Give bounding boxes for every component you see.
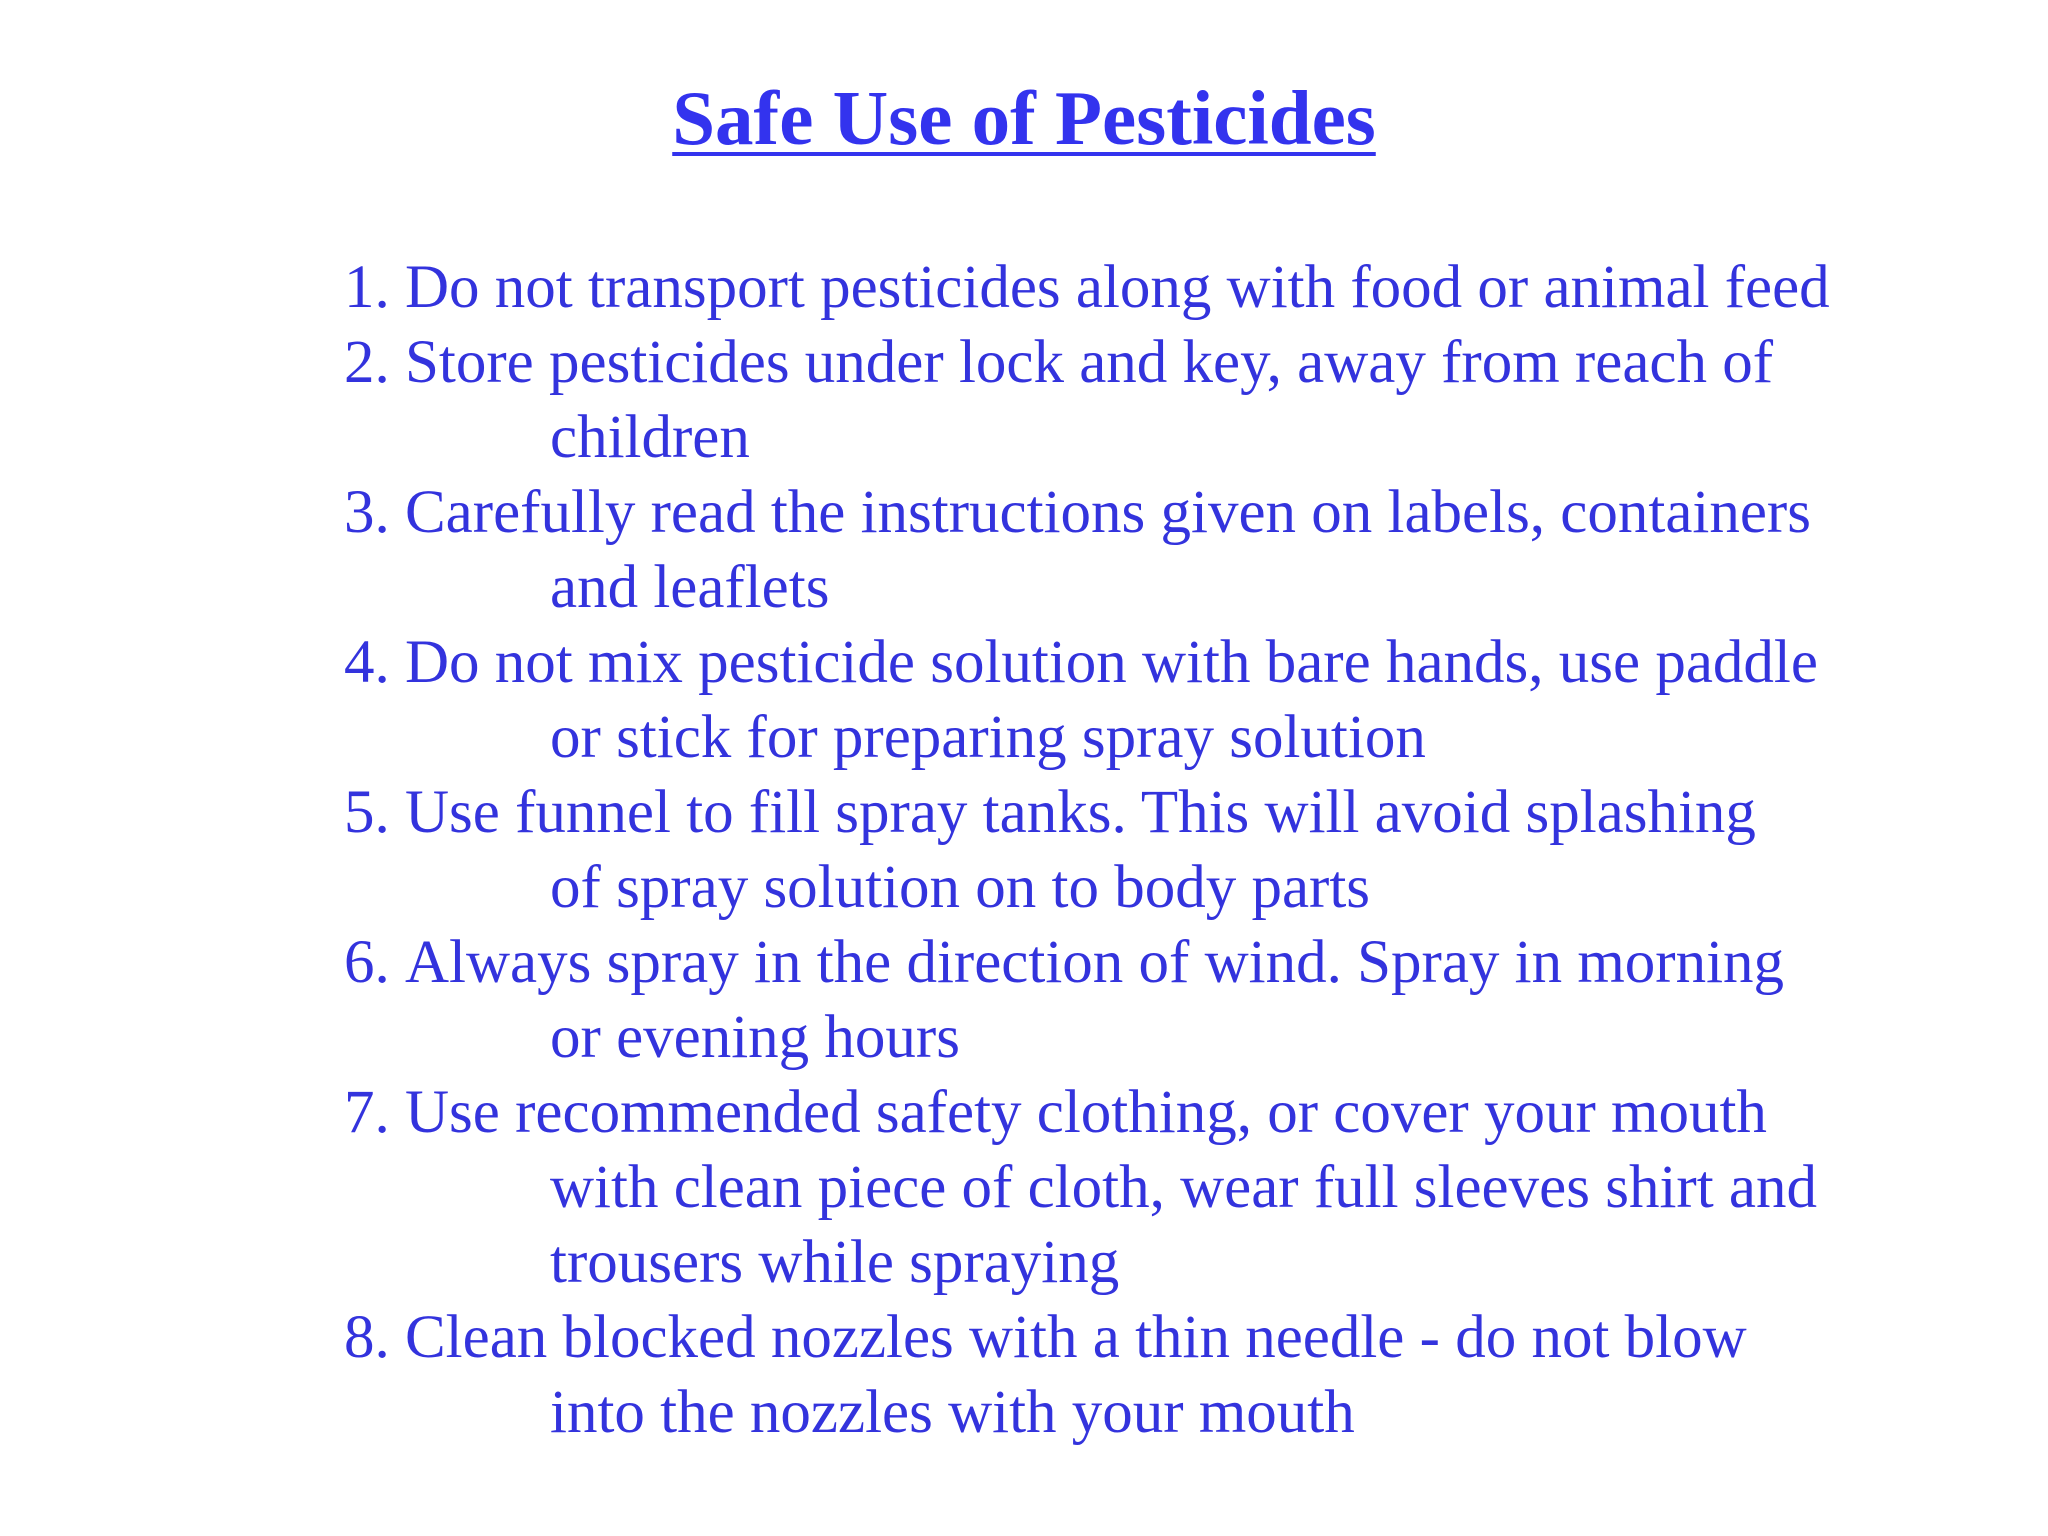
list-item-continuation: and leaflets <box>550 554 830 621</box>
list-item-number: 5. <box>344 779 405 846</box>
safety-list <box>344 250 1984 1450</box>
list-item-number: 8. <box>344 1304 405 1371</box>
list-item-text: Do not mix pesticide solution with bare hands, use paddle <box>405 629 1818 696</box>
list-item-text: Use recommended safety clothing, or cover your mouth <box>405 1079 1767 1146</box>
list-item-continuation: with clean piece of cloth, wear full sleeves shirt and <box>550 1154 1817 1221</box>
list-item-number: 7. <box>344 1079 405 1146</box>
list-item-first-line <box>344 1075 1984 1150</box>
list-item-number: 3. <box>344 479 405 546</box>
list-item <box>344 1300 1984 1450</box>
list-item-text: Do not transport pesticides along with food or animal feed <box>405 254 1830 321</box>
list-item <box>344 1075 1984 1300</box>
list-item-text: Use funnel to fill spray tanks. This will avoid splashing <box>405 779 1756 846</box>
list-item-continuation: trousers while spraying <box>550 1229 1120 1296</box>
list-item <box>344 775 1984 925</box>
list-item-first-line <box>344 1300 1984 1375</box>
list-item <box>344 325 1984 475</box>
list-item-first-line <box>344 325 1984 400</box>
list-item-text: Store pesticides under lock and key, away from reach of <box>405 329 1774 396</box>
list-item-number: 4. <box>344 629 405 696</box>
list-item <box>344 625 1984 775</box>
list-item <box>344 925 1984 1075</box>
list-item-continuation: of spray solution on to body parts <box>550 854 1371 921</box>
page-title-text: Safe Use of Pesticides <box>672 75 1376 161</box>
list-item-first-line <box>344 925 1984 1000</box>
list-item-number: 6. <box>344 929 405 996</box>
list-item-first-line <box>344 775 1984 850</box>
list-item-first-line <box>344 250 1984 325</box>
list-item-text: Carefully read the instructions given on labels, containers <box>405 479 1811 546</box>
list-item-continuation: into the nozzles with your mouth <box>550 1379 1355 1446</box>
list-item-continuation: children <box>550 404 750 471</box>
list-item-number: 1. <box>344 254 405 321</box>
list-item-continuation: or stick for preparing spray solution <box>550 704 1426 771</box>
list-item-continuation: or evening hours <box>550 1004 960 1071</box>
list-item-first-line <box>344 475 1984 550</box>
list-item-number: 2. <box>344 329 405 396</box>
page-title <box>0 72 2048 164</box>
list-item-first-line <box>344 625 1984 700</box>
list-item <box>344 475 1984 625</box>
list-item <box>344 250 1984 325</box>
list-item-text: Clean blocked nozzles with a thin needle - do not blow <box>405 1304 1747 1371</box>
list-item-text: Always spray in the direction of wind. Spray in morning <box>405 929 1785 996</box>
